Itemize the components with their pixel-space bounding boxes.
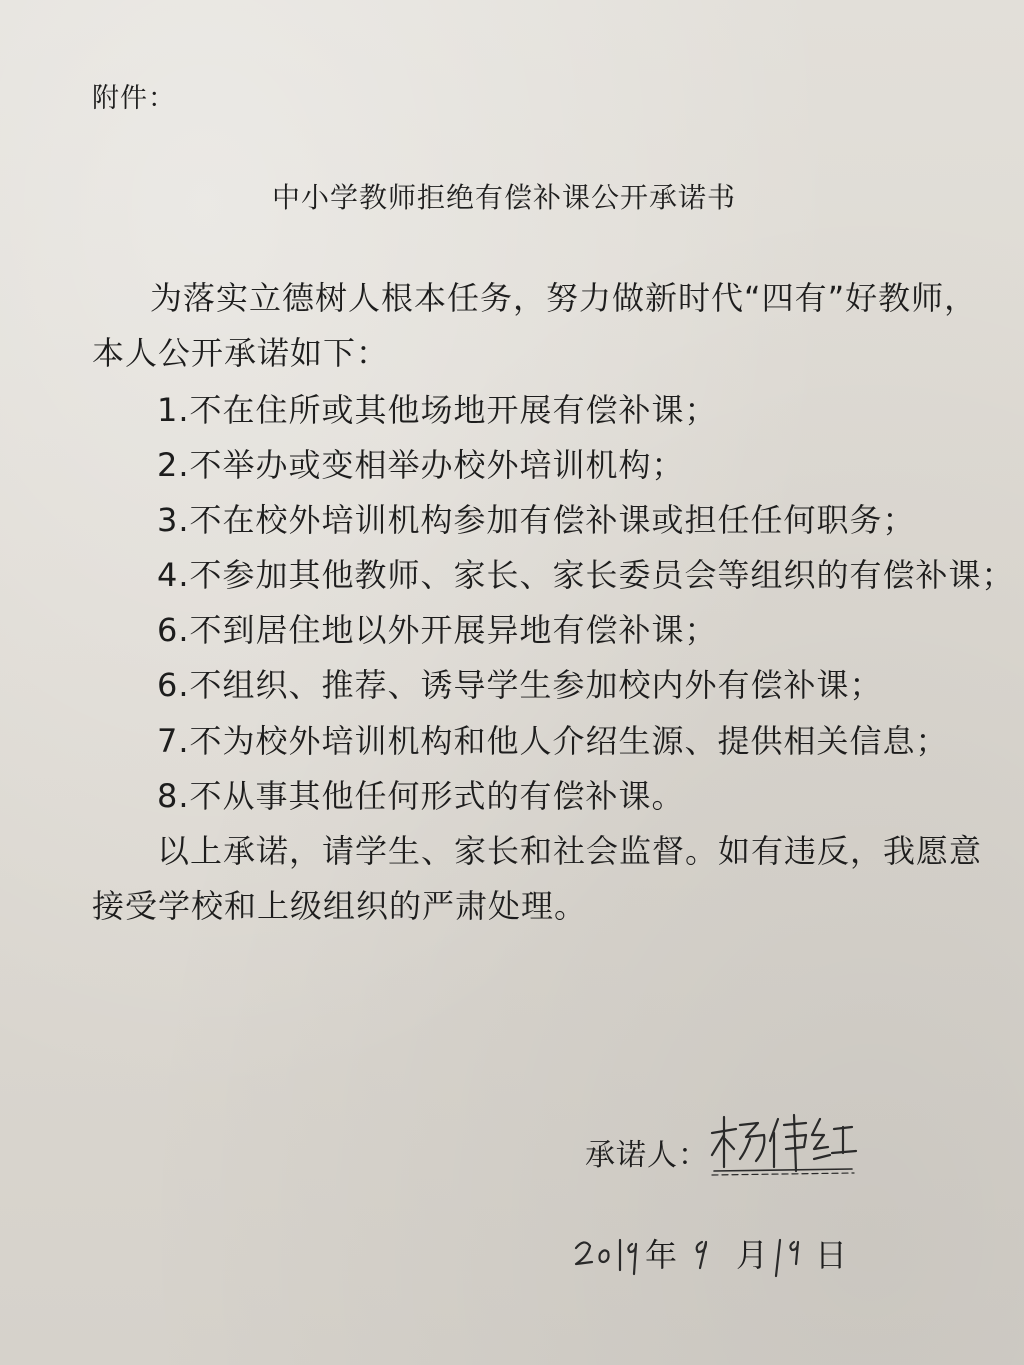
date-year-char: 年 [645, 1236, 678, 1274]
pledge-item-6: 6.不组织、推荐、诱导学生参加校内外有偿补课； [157, 666, 883, 704]
closing-line-1: 以上承诺，请学生、家长和社会监督。如有违反，我愿意 [157, 832, 983, 870]
date-day-char: 日 [815, 1236, 848, 1274]
intro-line-2: 本人公开承诺如下： [92, 334, 390, 372]
date-month-char: 月 [736, 1236, 769, 1274]
handwritten-signature [702, 1105, 862, 1185]
pledge-item-7: 7.不为校外培训机构和他人介绍生源、提供相关信息； [157, 722, 949, 760]
pledge-item-2: 2.不举办或变相举办校外培训机构； [157, 446, 685, 484]
document-title: 中小学教师拒绝有偿补课公开承诺书 [272, 181, 737, 214]
attachment-label: 附件： [92, 83, 176, 114]
pledge-item-1: 1.不在住所或其他场地开展有偿补课； [157, 391, 718, 429]
intro-line-1: 为落实立德树人根本任务，努力做新时代“四有”好教师， [150, 279, 978, 317]
closing-line-2: 接受学校和上级组织的严肃处理。 [92, 887, 588, 925]
pledger-label: 承诺人： [585, 1138, 709, 1173]
pledge-item-5: 6.不到居住地以外开展异地有偿补课； [157, 611, 718, 649]
pledge-item-4: 4.不参加其他教师、家长、家长委员会等组织的有偿补课； [157, 556, 1015, 594]
pledge-item-3: 3.不在校外培训机构参加有偿补课或担任任何职务； [157, 501, 916, 539]
pledge-item-8: 8.不从事其他任何形式的有偿补课。 [157, 777, 685, 815]
